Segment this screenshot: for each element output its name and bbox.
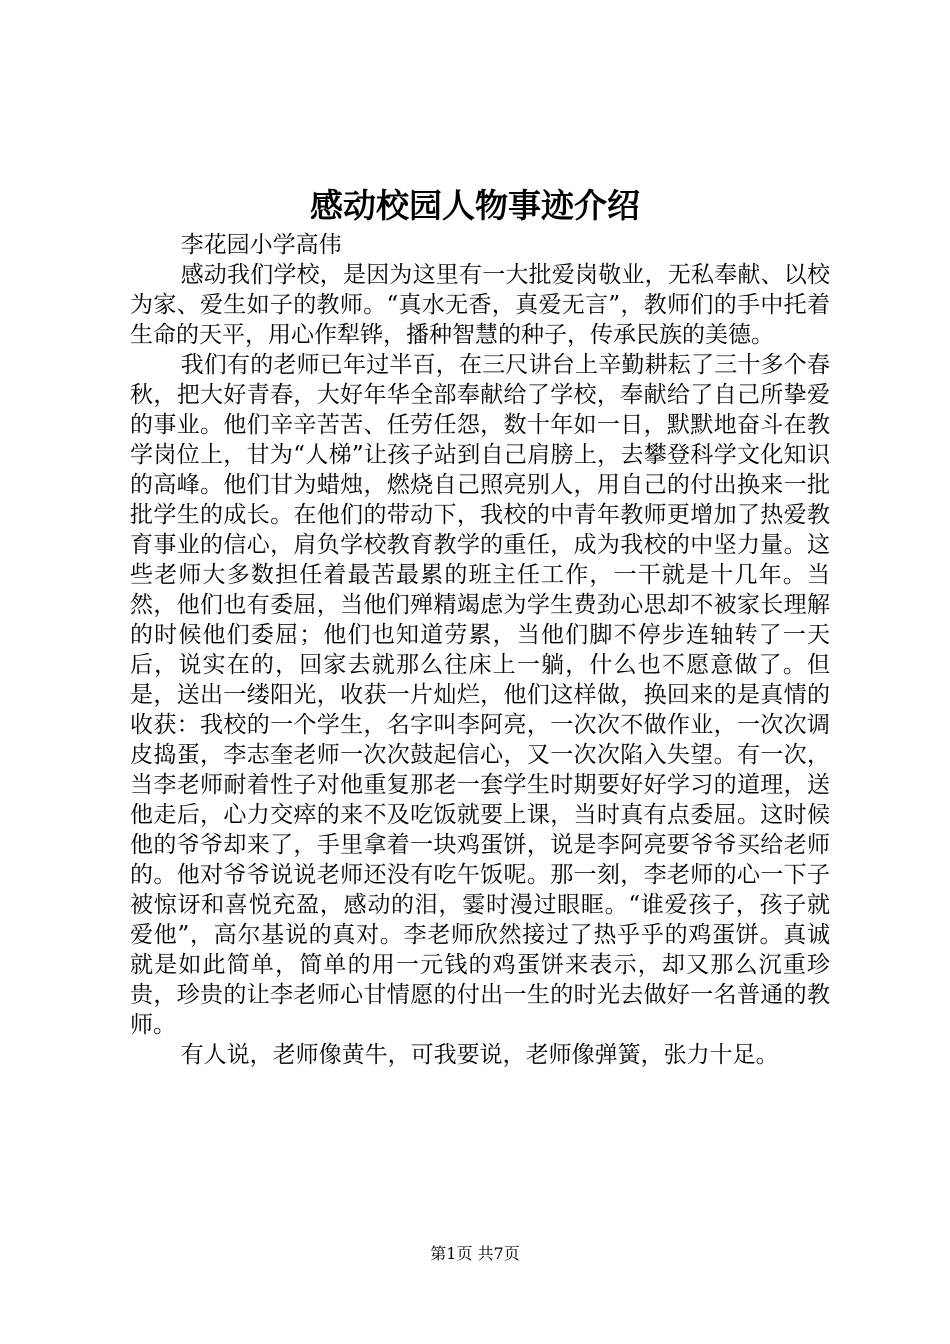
document-body <box>130 230 830 1070</box>
author-line: 李花园小学高伟 <box>180 232 342 258</box>
document-title: 感动校园人物事迹介绍 <box>310 186 640 225</box>
paragraph-1: 感动我们学校，是因为这里有一大批爱岗敬业，无私奉献、以校为家、爱生如子的教师。“真水无香，真爱无言”，教师们的手中托着生命的天平，用心作犁铧，播种智慧的种子，传承民族的美德。 <box>130 262 830 348</box>
page-footer: 第1页 共7页 <box>430 1244 520 1263</box>
paragraph-3: 有人说，老师像黄牛，可我要说，老师像弹簧，张力十足。 <box>180 1042 779 1068</box>
paragraph-2: 我们有的老师已年过半百，在三尺讲台上辛勤耕耘了三十多个春秋，把大好青春，大好年华全部奉献给了学校，奉献给了自己所挚爱的事业。他们辛辛苦苦、任劳任怨，数十年如一日，默默地奋斗在教学岗位上，甘为“人梯”让孩子站到自己肩膀上，去攀登科学文化知识的高峰。他们甘为蜡烛，燃烧自己照亮别人，用自己的付出换来一批批学生的成长。在他们的带动下，我校的中青年教师更增加了热爱教育事业的信心，肩负学校教育教学的重任，成为我校的中坚力量。这些老师大多数担任着最苦最累的班主任工作，一干就是十几年。当然，他们也有委屈，当他们殚精竭虑为学生费劲心思却不被家长理解的时候他们委屈；他们也知道劳累，当他们脚不停步连轴转了一天后，说实在的，回家去就那么往床上一躺，什么也不愿意做了。但是，送出一缕阳光，收获一片灿烂，他们这样做，换回来的是真情的收获：我校的一个学生，名字叫李阿亮，一次次不做作业，一次次调皮捣蛋，李志奎老师一次次鼓起信心，又一次次陷入失望。有一次，当李老师耐着性子对他重复那老一套学生时期要好好学习的道理，送他走后，心力交瘁的来不及吃饭就要上课，当时真有点委屈。这时候他的爷爷却来了，手里拿着一块鸡蛋饼，说是李阿亮要爷爷买给老师的。他对爷爷说说老师还没有吃午饭呢。那一刻，李老师的心一下子被惊讶和喜悦充盈，感动的泪，霎时漫过眼眶。“谁爱孩子，孩子就爱他”，高尔基说的真对。李老师欣然接过了热乎乎的鸡蛋饼。真诚就是如此简单，简单的用一元钱的鸡蛋饼来表示，却又那么沉重珍贵，珍贵的让李老师心甘情愿的付出一生的时光去做好一名普通的教师。 <box>130 352 830 1038</box>
